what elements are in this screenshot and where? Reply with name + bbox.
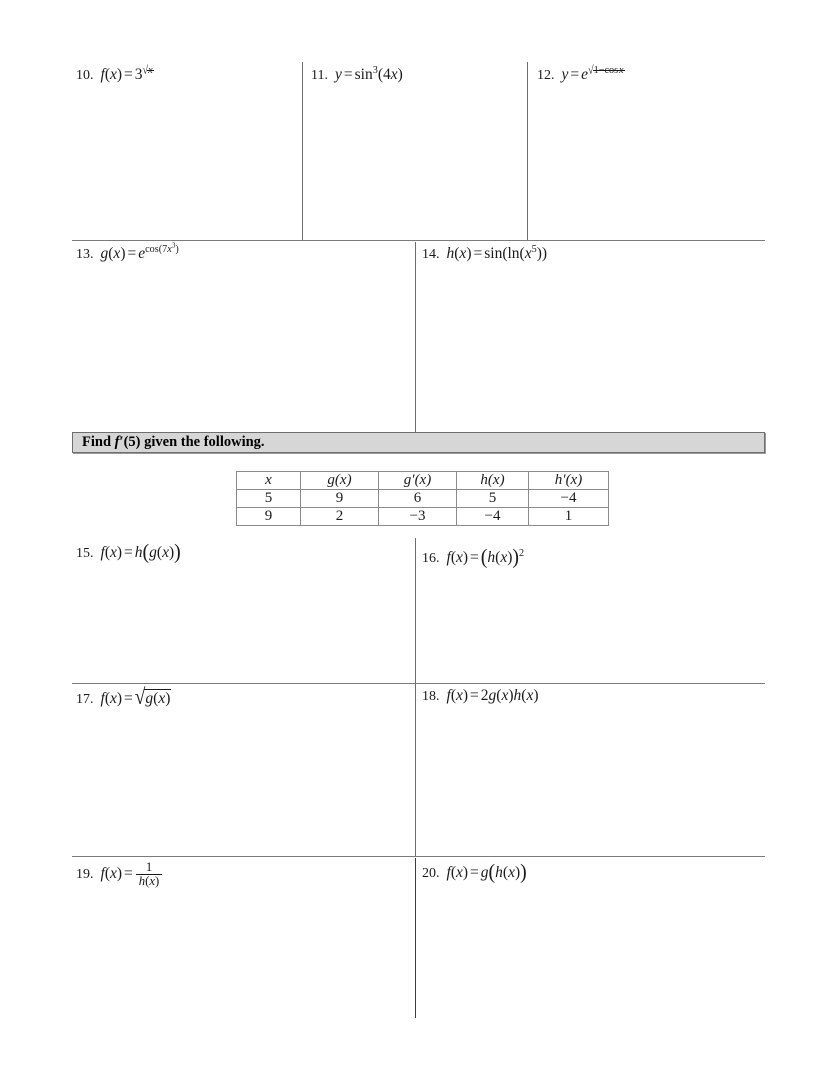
problem-16-expression: $f(x) = (h(x))^2$ — [446, 545, 525, 569]
table-cell: 2 — [301, 508, 379, 526]
problem-16 — [422, 546, 524, 568]
divider-vertical-15-16 — [415, 538, 416, 683]
problem-17-number: 17. — [76, 692, 94, 707]
table-header-gpx: g′(x) — [379, 472, 457, 490]
problem-12 — [537, 63, 625, 84]
problem-15-number: 15. — [76, 546, 94, 561]
problem-19-number: 19. — [76, 867, 94, 883]
section-heading-find: Find — [82, 434, 112, 450]
divider-vertical-top-left — [302, 62, 303, 240]
table-cell: −3 — [379, 508, 457, 526]
problem-20-number: 20. — [422, 866, 440, 881]
problem-13-number: 13. — [76, 247, 94, 262]
problem-14 — [422, 245, 547, 263]
table-cell: 1 — [529, 508, 609, 526]
problem-20-expression: f(x) = g(h(x)) — [446, 860, 527, 884]
problem-11-number: 11. — [311, 68, 328, 83]
table-cell: 5 — [457, 490, 529, 508]
divider-vertical-mid — [415, 242, 416, 432]
problem-15 — [76, 541, 181, 563]
problem-19-expression: f(x) = $\frac{1}{h(x)}$ — [101, 865, 164, 882]
divider-horizontal-1 — [72, 240, 765, 241]
problem-16-number: 16. — [422, 551, 440, 566]
table-cell: −4 — [529, 490, 609, 508]
table-cell: 9 — [301, 490, 379, 508]
value-table — [236, 471, 609, 526]
divider-vertical-19-20 — [415, 858, 416, 1018]
table-header-row — [237, 472, 609, 490]
section-banner — [72, 432, 765, 453]
problem-17 — [76, 687, 171, 708]
divider-vertical-17-18 — [415, 684, 416, 856]
problem-18-number: 18. — [422, 689, 440, 704]
divider-horizontal-3 — [72, 856, 765, 857]
problem-13-expression: $g(x) = e^{cos(7x^3)}$ — [100, 241, 179, 262]
table-header-hx: h(x) — [457, 472, 529, 490]
problem-15-expression: f(x) = h(g(x)) — [100, 540, 181, 564]
table-cell: 9 — [237, 508, 301, 526]
problem-18-expression: f(x) = 2g(x)h(x) — [446, 687, 539, 704]
section-heading-prime: ′ — [119, 434, 124, 450]
problem-18 — [422, 687, 539, 705]
section-heading-arg: (5) — [123, 434, 141, 450]
problem-20 — [422, 861, 527, 883]
section-heading — [82, 434, 265, 451]
table-row — [237, 490, 609, 508]
problem-13 — [76, 241, 179, 263]
table-header-x: x — [237, 472, 301, 490]
table-cell: 6 — [379, 490, 457, 508]
section-heading-f: f — [114, 434, 120, 450]
divider-horizontal-2 — [72, 683, 765, 684]
problem-17-expression: f(x) = √g(x) — [100, 685, 171, 710]
problem-10-expression: $f(x) = 3^{√x}$ — [100, 63, 153, 83]
table-cell: 5 — [237, 490, 301, 508]
table-cell: −4 — [457, 508, 529, 526]
problem-11 — [311, 66, 403, 84]
problem-10-number: 10. — [76, 68, 94, 83]
problem-19 — [76, 861, 163, 888]
problem-10 — [76, 63, 154, 84]
table-header-gx: g(x) — [301, 472, 379, 490]
problem-12-number: 12. — [537, 68, 555, 83]
problem-14-expression: $h(x) = \sin(\ln(x^5))$ — [446, 243, 548, 262]
table-row — [237, 508, 609, 526]
problem-12-expression: $y = e^{√1-cos x}$ — [561, 63, 624, 83]
divider-vertical-top-right — [527, 62, 528, 240]
problem-11-expression: $y = \sin^3(4x)$ — [334, 64, 403, 83]
table-header-hpx: h′(x) — [529, 472, 609, 490]
section-heading-rest: given the following. — [144, 434, 265, 450]
problem-14-number: 14. — [422, 247, 440, 262]
